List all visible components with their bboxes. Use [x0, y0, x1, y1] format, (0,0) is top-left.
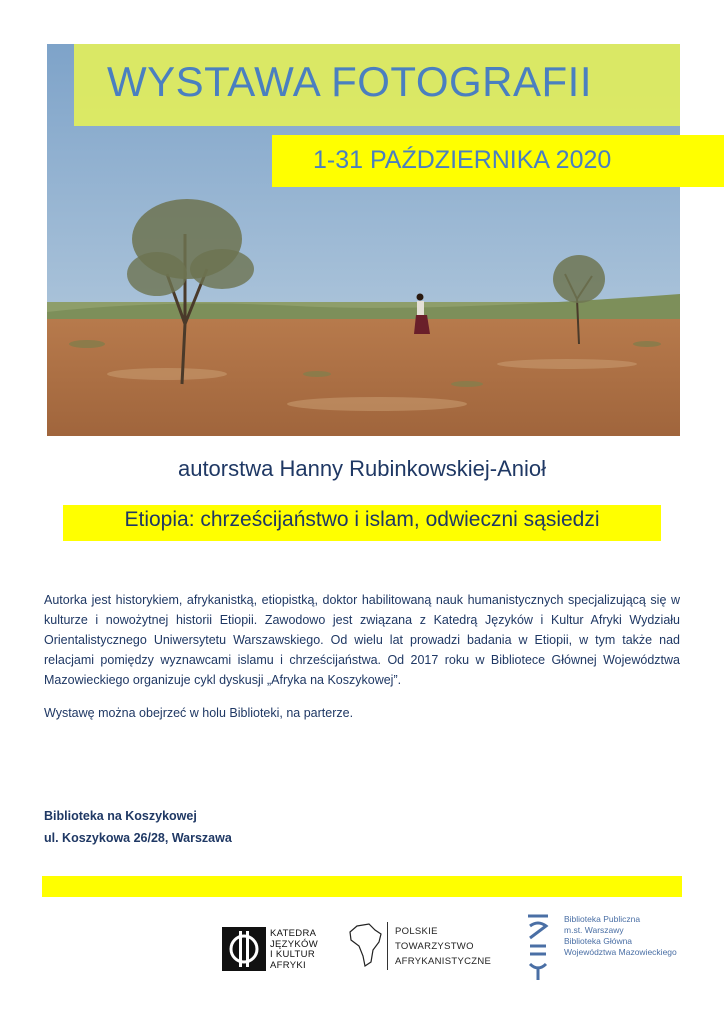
pta-line-3: AFRYKANISTYCZNE — [395, 956, 492, 967]
exhibition-title: WYSTAWA FOTOGRAFII — [107, 58, 593, 105]
biblioteka-line-3: Biblioteka Główna — [564, 936, 633, 946]
venue-name: Biblioteka na Koszykowej — [44, 809, 197, 823]
pta-logo — [347, 920, 492, 972]
biblioteka-line-2: m.st. Warszawy — [564, 925, 624, 935]
venue-block — [44, 805, 232, 849]
exhibition-date: 1-31 PAŹDZIERNIKA 2020 — [313, 146, 612, 174]
footer-yellow-strip — [42, 876, 682, 897]
pta-line-2: TOWARZYSTWO — [395, 941, 474, 952]
biblioteka-logo — [520, 912, 690, 982]
katedra-logo — [222, 927, 318, 973]
exhibition-subtitle: Etiopia: chrześcijaństwo i islam, odwieczni sąsiedzi — [124, 508, 600, 531]
katedra-line-3: I KULTUR — [270, 949, 315, 960]
visit-info: Wystawę można obejrzeć w holu Biblioteki, na parterze. — [44, 706, 354, 720]
biblioteka-line-4: Województwa Mazowieckiego — [564, 947, 677, 957]
author-line: autorstwa Hanny Rubinkowskiej-Anioł — [177, 456, 547, 481]
katedra-line-4: AFRYKI — [270, 959, 306, 971]
katedra-emblem-icon — [222, 927, 266, 971]
katedra-line-2: JĘZYKÓW — [270, 938, 319, 950]
pta-line-1: POLSKIE — [395, 926, 438, 937]
biblioteka-line-1: Biblioteka Publiczna — [564, 914, 641, 924]
author-bio: Autorka jest historykiem, afrykanistką, etiopistką, doktor habilitowaną nauk humanistycznych specjalizującą się w kulturze i nowożytnej historii Etiopii. Zawodowo jest związana z Katedrą Języków i Kultur Afryki Wydziału Orientalistycznego Uniwersytetu Warszawskiego. Od wielu lat prowadzi badania w Etiopii, w tym także nad relacjami pomiędzy wyznawcami islamu i chrześcijaństwa. Od 2017 roku w Bibliotece Głównej Województwa Mazowieckiego organizuje cykl dyskusji „Afryka na Koszykowej”. — [44, 593, 680, 687]
pta-separator — [387, 922, 388, 970]
africa-map-icon — [347, 920, 385, 970]
katedra-line-1: KATEDRA — [270, 928, 317, 939]
venue-address: ul. Koszykowa 26/28, Warszawa — [44, 831, 232, 845]
biblioteka-emblem-icon — [520, 912, 556, 982]
